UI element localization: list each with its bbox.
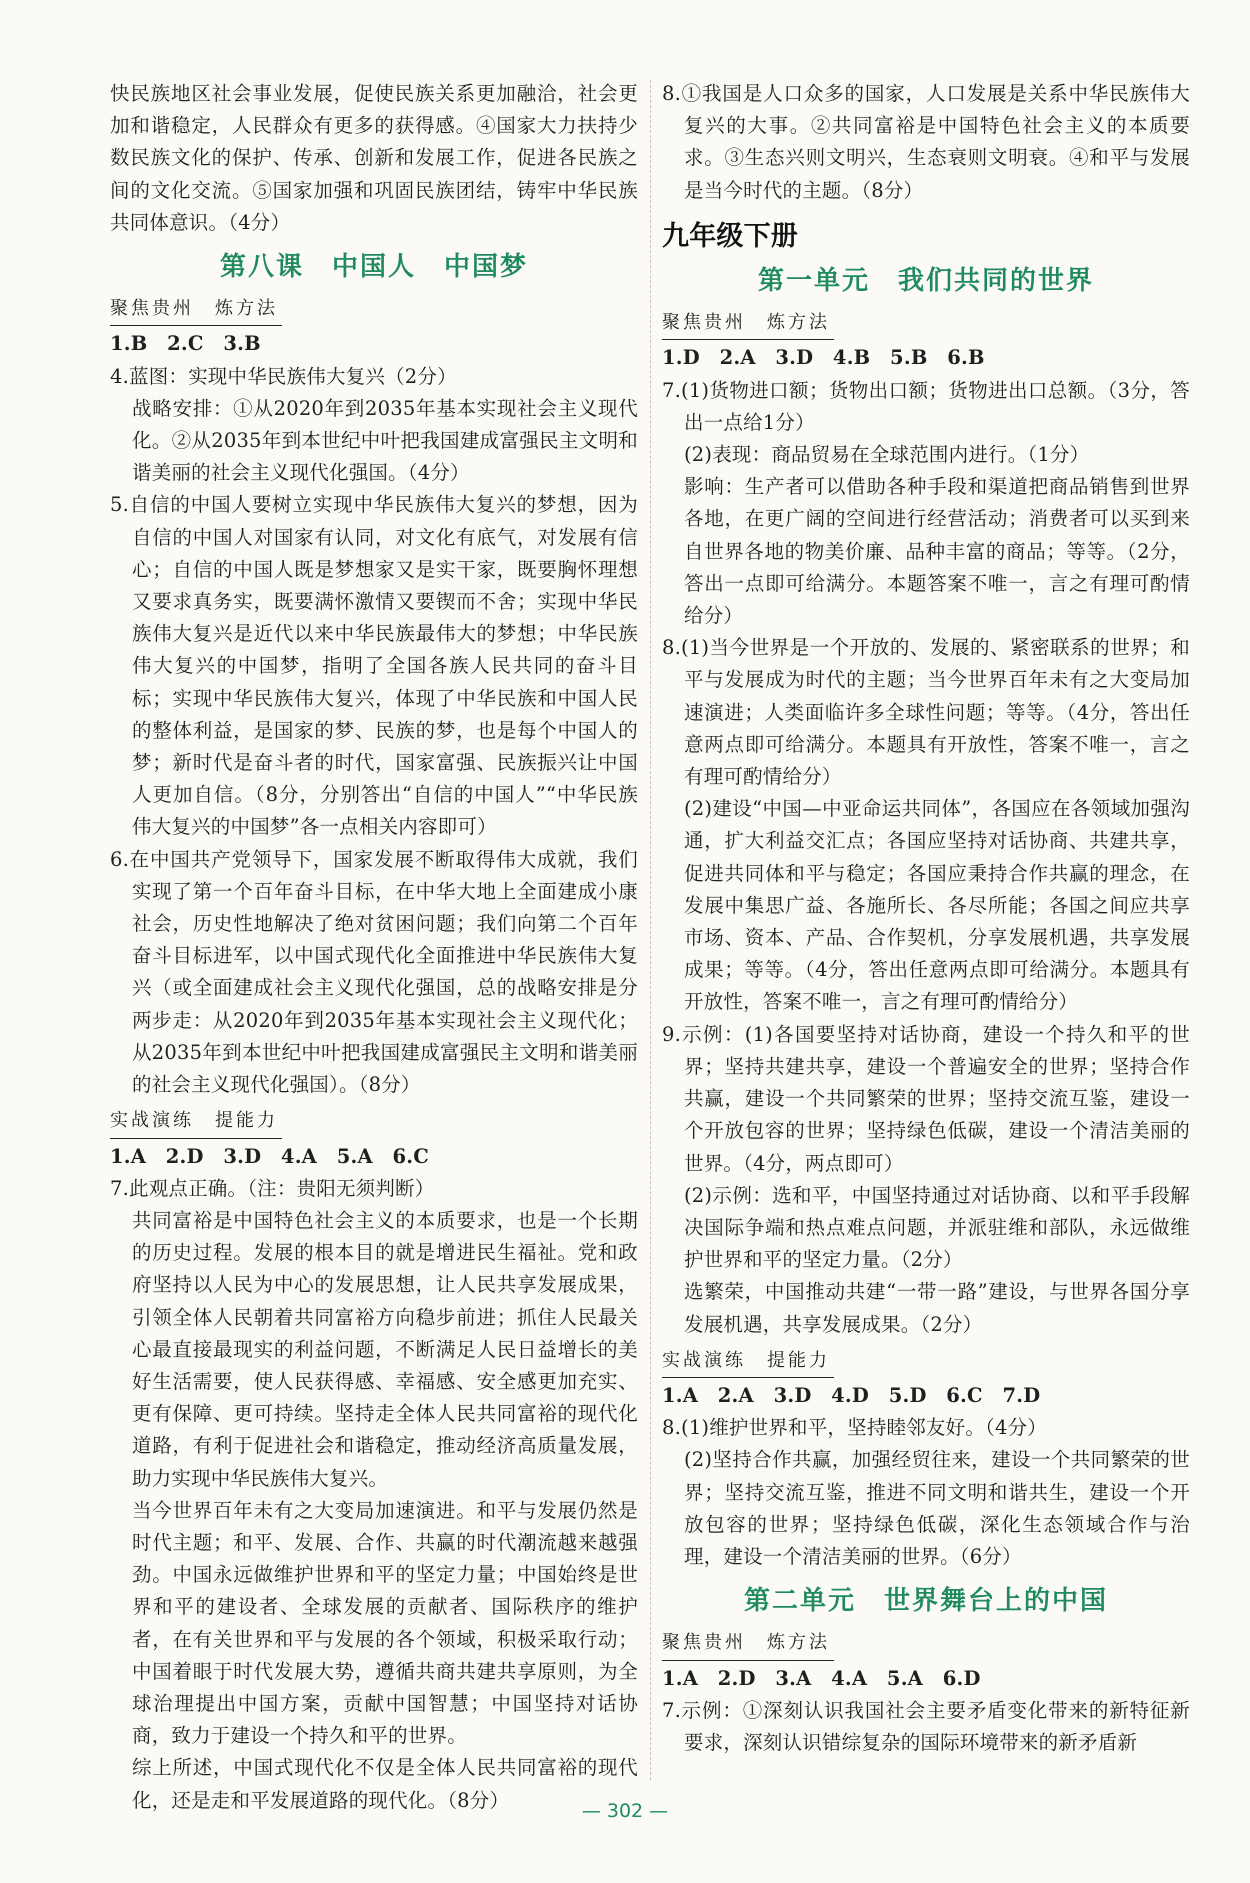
mc-answers-1: 1.B 2.C 3.B xyxy=(110,332,261,356)
mc-answers-2: 1.A 2.D 3.D 4.A 5.A 6.C xyxy=(110,1144,429,1168)
column-divider xyxy=(650,80,651,1780)
unit-1-title: 第一单元 我们共同的世界 xyxy=(757,266,1094,297)
section-focus-guizhou-u2: 聚焦贵州 炼方法 xyxy=(662,1627,834,1660)
mc-answers-u1-2: 1.A 2.A 3.D 4.D 5.D 6.C 7.D xyxy=(662,1383,1041,1407)
section-focus-guizhou: 聚焦贵州 炼方法 xyxy=(110,293,282,326)
page-number: — 302 — xyxy=(581,1800,669,1822)
answer-u1-8-1: 8.(1)当今世界是一个开放的、发展的、紧密联系的世界；和平与发展成为时代的主题；当今世界百年未有之大变局加速演进；人类面临许多全球性问题；等等。（4分，答出任意两点即可给满分。本题具有开放性，答案不唯一，言之有理可酌情给分） xyxy=(662,636,1190,789)
answer-u1-8-2: (2)建设“中国—中亚命运共同体”，各国应在各领域加强沟通，扩大利益交汇点；各国应坚持对话协商、共建共享，促进共同体和平与稳定；各国应秉持合作共赢的理念，在发展中集思广益、各施所长、各尽所能；各国之间应共享市场、资本、产品、合作契机，分享发展机遇，共享发展成果；等等。（4分，答出任意两点即可给满分。本题具有开放性，答案不唯一，言之有理可酌情给分） xyxy=(684,797,1190,1014)
answer-5: 5.自信的中国人要树立实现中华民族伟大复兴的梦想，因为自信的中国人对国家有认同，对文化有底气，对发展有信心；自信的中国人既是梦想家又是实干家，既要胸怀理想又要求真务实，既要满怀激情又要锲而不舍；实现中华民族伟大复兴是近代以来中华民族最伟大的梦想；中华民族伟大复兴的中国梦，指明了全国各族人民共同的奋斗目标；实现中华民族伟大复兴，体现了中华民族和中国人民的整体利益，是国家的梦、民族的梦，也是每个中国人的梦；新时代是奋斗者的时代，国家富强、民族振兴让中国人更加自信。（8分，分别答出“自信的中国人”“中华民族伟大复兴的中国梦”各一点相关内容即可） xyxy=(110,493,638,839)
answer-6: 6.在中国共产党领导下，国家发展不断取得伟大成就，我们实现了第一个百年奋斗目标，在中华大地上全面建成小康社会，历史性地解决了绝对贫困问题；我们向第二个百年奋斗目标进军，以中国式现代化全面推进中华民族伟大复兴（或全面建成社会主义现代化强国，总的战略安排是分两步走：从2020年到2035年基本实现社会主义现代化；从2035年到本世纪中叶把我国建成富强民主文明和谐美丽的社会主义现代化强国）。（8分） xyxy=(110,847,638,1097)
answer-u1-7-2-performance: (2)表现：商品贸易在全球范围内进行。（1分） xyxy=(684,443,1090,467)
answer-u1-8b-2: (2)坚持合作共赢，加强经贸往来，建设一个共同繁荣的世界；坚持交流互鉴，推进不同文明和谐共生，建设一个开放包容的世界；坚持绿色低碳，深化生态领域合作与治理，建设一个清洁美丽的世界。（6分） xyxy=(684,1448,1190,1568)
answer-u1-8b-1: 8.(1)维护世界和平，坚持睦邻友好。（4分） xyxy=(662,1416,1047,1440)
answer-u1-9-2-prosperity: 选繁荣，中国推动共建“一带一路”建设，与世界各国分享发展机遇，共享发展成果。（2分） xyxy=(684,1280,1190,1336)
volume-title: 九年级下册 xyxy=(662,220,798,252)
lesson-8-title: 第八课 中国人 中国梦 xyxy=(219,252,528,283)
answer-u1-7-2-impact: 影响：生产者可以借助各种手段和渠道把商品销售到世界各地，在更广阔的空间进行经营活动；消费者可以买到来自世界各地的物美价廉、品种丰富的商品；等等。（2分，答出一点即可给满分。本题答案不唯一，言之有理可酌情给分） xyxy=(684,475,1190,628)
mc-answers-u2-1: 1.A 2.D 3.A 4.A 5.A 6.D xyxy=(662,1666,981,1690)
answer-u1-9-2-peace: (2)示例：选和平，中国坚持通过对话协商、以和平手段解决国际争端和热点难点问题，并派驻维和部队，永远做维护世界和平的坚定力量。（2分） xyxy=(684,1183,1190,1272)
section-practice-u1: 实战演练 提能力 xyxy=(662,1345,834,1378)
left-column xyxy=(110,78,638,1817)
answer-7-judgement: 7.此观点正确。（注：贵阳无须判断） xyxy=(110,1176,435,1200)
right-column xyxy=(662,78,1190,1759)
answer-u1-7-1: 7.(1)货物进口额；货物出口额；货物进出口总额。（3分，答出一点给1分） xyxy=(662,378,1190,434)
unit-2-title: 第二单元 世界舞台上的中国 xyxy=(743,1586,1108,1617)
answer-7-paragraph-2: 当今世界百年未有之大变局加速演进。和平与发展仍然是时代主题；和平、发展、合作、共赢的时代潮流越来越强劲。中国永远做维护世界和平的坚定力量；中国始终是世界和平的建设者、全球发展的贡献者、国际秩序的维护者，在有关世界和平与发展的各个领域，积极采取行动；中国着眼于时代发展大势，遵循共商共建共享原则，为全球治理提出中国方案，贡献中国智慧；中国坚持对话协商，致力于建设一个持久和平的世界。 xyxy=(132,1498,638,1748)
answer-u2-7: 7.示例：①深刻认识我国社会主要矛盾变化带来的新特征新要求，深刻认识错综复杂的国际环境带来的新矛盾新 xyxy=(662,1698,1190,1754)
answer-7-paragraph-1: 共同富裕是中国特色社会主义的本质要求，也是一个长期的历史过程。发展的根本目的就是增进民生福祉。党和政府坚持以人民为中心的发展思想，让人民共享发展成果，引领全体人民朝着共同富裕方向稳步前进；抓住人民最关心最直接最现实的利益问题，不断满足人民日益增长的美好生活需要，使人民获得感、幸福感、安全感更加充实、更有保障、更可持续。坚持走全体人民共同富裕的现代化道路，有利于促进社会和谐稳定，推动经济高质量发展，助力实现中华民族伟大复兴。 xyxy=(132,1208,638,1490)
answer-7-conclusion: 综上所述，中国式现代化不仅是全体人民共同富裕的现代化，还是走和平发展道路的现代化。（8分） xyxy=(132,1756,638,1812)
intro-paragraph: 快民族地区社会事业发展，促使民族关系更加融洽，社会更加和谐稳定，人民群众有更多的获得感。④国家大力扶持少数民族文化的保护、传承、创新和发展工作，促进各民族之间的文化交流。⑤国家加强和巩固民族团结，铸牢中华民族共同体意识。（4分） xyxy=(110,82,638,234)
answer-4-blueprint: 4.蓝图：实现中华民族伟大复兴（2分） xyxy=(110,364,457,388)
section-focus-guizhou-u1: 聚焦贵州 炼方法 xyxy=(662,307,834,340)
answer-u1-9-1: 9.示例：(1)各国要坚持对话协商，建设一个持久和平的世界；坚持共建共享，建设一个普遍安全的世界；坚持合作共赢，建设一个共同繁荣的世界；坚持交流互鉴，建设一个开放包容的世界；坚持绿色低碳，建设一个清洁美丽的世界。（4分，两点即可） xyxy=(662,1022,1190,1175)
section-practice: 实战演练 提能力 xyxy=(110,1105,282,1138)
mc-answers-u1-1: 1.D 2.A 3.D 4.B 5.B 6.B xyxy=(662,346,985,370)
answer-8-top: 8.①我国是人口众多的国家，人口发展是关系中华民族伟大复兴的大事。②共同富裕是中国特色社会主义的本质要求。③生态兴则文明兴，生态衰则文明衰。④和平与发展是当今时代的主题。（8分） xyxy=(662,82,1190,202)
answer-4-strategy: 战略安排：①从2020年到2035年基本实现社会主义现代化。②从2035年到本世纪中叶把我国建成富强民主文明和谐美丽的社会主义现代化强国。（4分） xyxy=(132,396,638,485)
